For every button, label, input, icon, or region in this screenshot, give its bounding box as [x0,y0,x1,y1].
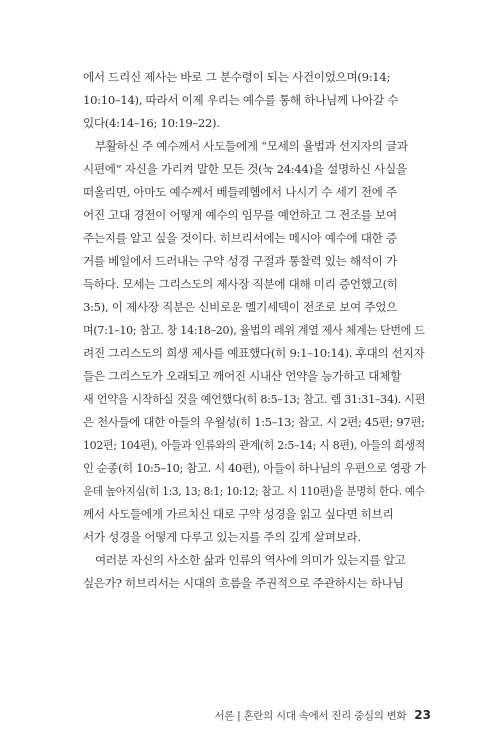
text-line: 여러분 자신의 사소한 삶과 인류의 역사에 의미가 있는지를 알고 [95,553,406,567]
text-line: 거를 베일에서 드러내는 구약 성경 구절과 통찰력 있는 해석이 가 [83,254,397,268]
text-line: 새 언약을 시작하실 것을 예언했다(히 8:5–13; 참고. 렘 31:31–34). 시편 [83,392,426,406]
text-line: 부활하신 주 예수께서 사도들에게 “모세의 율법과 선지자의 글과 [95,139,408,153]
text-line: 3:5), 이 제사장 직분은 신비로운 멜기세덱이 전조로 보여 주었으 [83,300,398,314]
text-line: 있다(4:14–16; 10:19–22). [83,116,220,130]
body-text [83,66,425,595]
text-line: 시편에” 자신을 가리켜 말한 모든 것(눅 24:44)을 설명하신 사실을 [83,162,407,176]
running-head: 서론 | 혼란의 시대 속에서 진리 중심의 변화 [214,710,407,722]
page-number: 23 [414,708,431,722]
text-line: 은 천사들에 대한 아들의 우월성(히 1:5–13; 참고. 시 2편; 45편; 97편; [83,415,425,429]
text-line: 어진 고대 경전이 어떻게 예수의 임무를 예언하고 그 전조를 보여 [83,208,397,222]
text-line: 싶은가? 히브리서는 시대의 흐름을 주권적으로 주관하시는 하나님 [83,576,404,590]
text-line: 며(7:1–10; 참고. 창 14:18–20), 율법의 레위 계열 제사 체계는 단번에 드 [83,323,425,337]
text-line: 10:10–14), 따라서 이제 우리는 예수를 통해 하나님께 나아갈 수 [83,93,399,107]
text-line: 떠올리면, 아마도 예수께서 베들레헴에서 나시기 수 세기 전에 주 [83,185,397,199]
text-line: 께서 사도들에게 가르치신 대로 구약 성경을 읽고 싶다면 히브리 [83,507,394,521]
text-line: 에서 드리신 제사는 바로 그 분수령이 되는 사건이었으며(9:14; [83,70,391,84]
text-line: 주는지를 알고 싶을 것이다. 히브리서에는 메시아 예수에 대한 증 [83,231,397,245]
text-line: 서가 성경을 어떻게 다루고 있는지를 주의 깊게 살펴보라. [83,530,361,544]
page-footer [0,704,431,723]
text-line: 득하다. 모세는 그리스도의 제사장 직분에 대해 미리 증언했고(히 [83,277,398,291]
text-line: 인 순종(히 10:5–10; 참고. 시 40편), 아들이 하나님의 우편으로 영광 가 [83,461,426,475]
text-line: 102편; 104편), 아들과 인류와의 관계(히 2:5–14; 시 8편), 아들의 희생적 [83,438,426,452]
text-line: 려진 그리스도의 희생 제사를 예표했다(히 9:1–10:14). 후대의 선지자 [83,346,425,360]
text-line: 들은 그리스도가 오래되고 깨어진 시내산 언약을 능가하고 대체할 [83,369,401,383]
text-line: 운데 높아지심(히 1:3, 13; 8:1; 10:12; 참고. 시 110편)을 분명히 한다. 예수 [83,484,425,498]
